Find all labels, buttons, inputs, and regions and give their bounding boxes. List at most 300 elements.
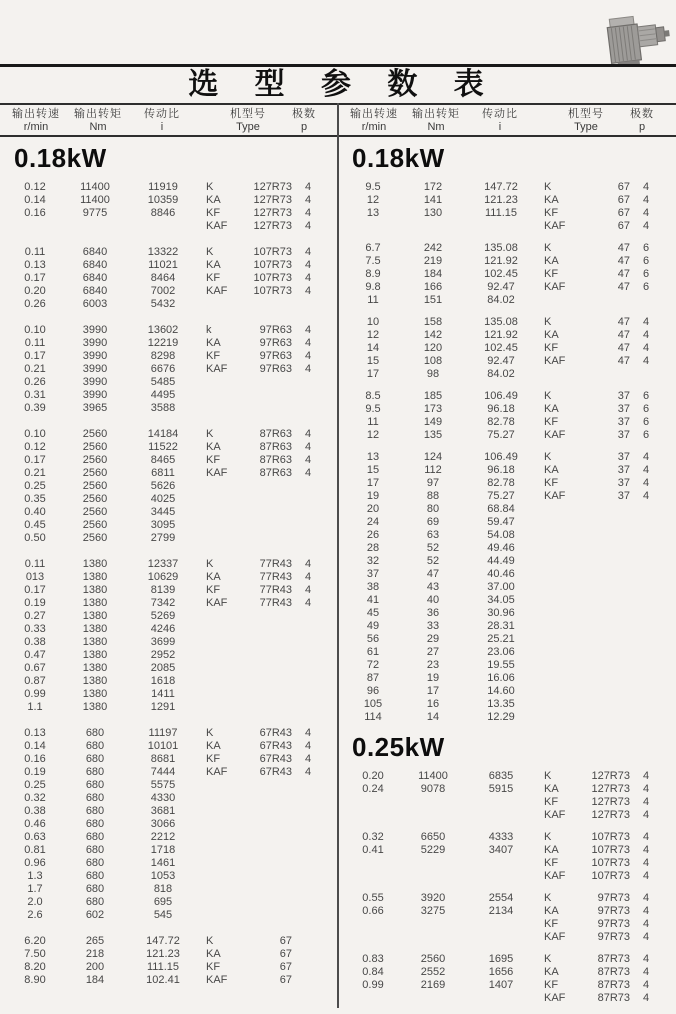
speed-value: 0.25 (24, 480, 46, 492)
torque-value: 680 (85, 779, 105, 791)
speed-value: 2.6 (27, 909, 43, 921)
speed-value: 0.96 (24, 857, 46, 869)
speed-value: 0.16 (24, 207, 46, 219)
ratio-value: 106.49 (484, 390, 518, 402)
table-row (0, 831, 338, 844)
pole-count: 4 (304, 558, 312, 570)
pole-count: 4 (642, 931, 650, 943)
type-model: 87R73 (597, 953, 630, 965)
ratio-value: 6811 (151, 467, 175, 479)
table-row (0, 532, 338, 545)
table-row (0, 506, 338, 519)
ratio-value: 8846 (150, 207, 176, 219)
torque-value: 2560 (82, 506, 108, 518)
torque-value: 16 (426, 698, 440, 710)
speed-value: 0.17 (24, 350, 46, 362)
type-model: 87R73 (597, 992, 630, 1004)
pole-count: 4 (642, 892, 650, 904)
ratio-value: 121.92 (484, 255, 518, 267)
speed-value: 7.5 (365, 255, 381, 267)
type-model: 67 (617, 220, 630, 232)
pole-count: 4 (304, 571, 312, 583)
pole-count: 4 (304, 467, 312, 479)
speed-value: 0.14 (24, 740, 46, 752)
pole-count: 6 (642, 429, 650, 441)
ratio-value: 121.23 (484, 194, 518, 206)
type-model: 37 (617, 451, 630, 463)
torque-value: 130 (423, 207, 443, 219)
table-header-right (338, 105, 676, 135)
type-model: 97R63 (259, 324, 292, 336)
header-zh: 传动比 (144, 108, 180, 120)
table-row (338, 831, 676, 844)
speed-value: 0.17 (24, 584, 46, 596)
table-row (0, 753, 338, 766)
header-col-2 (464, 107, 536, 134)
ratio-value: 147.72 (484, 181, 518, 193)
table-row (338, 529, 676, 542)
table-row (0, 623, 338, 636)
type-prefix: KF (544, 918, 559, 930)
speed-value: 0.20 (24, 285, 46, 297)
table-row (0, 350, 338, 363)
type-model: 47 (617, 268, 630, 280)
torque-value: 14 (426, 711, 440, 723)
header-en: i (160, 121, 164, 133)
table-row (338, 672, 676, 685)
torque-value: 172 (423, 181, 443, 193)
pole-count: 6 (642, 242, 650, 254)
header-en: p (638, 121, 646, 133)
type-model: 67 (279, 974, 292, 986)
table-row (338, 646, 676, 659)
torque-value: 1380 (82, 701, 108, 713)
torque-value: 5229 (420, 844, 446, 856)
type-model: 127R73 (591, 770, 630, 782)
ratio-value: 3699 (150, 636, 176, 648)
ratio-value: 44.49 (487, 555, 515, 567)
speed-value: 0.41 (362, 844, 384, 856)
torque-value: 2560 (82, 519, 108, 531)
torque-value: 63 (426, 529, 440, 541)
ratio-value: 12219 (147, 337, 179, 349)
ratio-value: 13.35 (487, 698, 515, 710)
speed-value: 0.24 (362, 783, 384, 795)
speed-value: 6.20 (24, 935, 46, 947)
pole-count: 4 (304, 597, 312, 609)
speed-value: 0.32 (24, 792, 46, 804)
type-model: 37 (617, 464, 630, 476)
speed-value: 24 (366, 516, 380, 528)
type-prefix: K (544, 316, 552, 328)
table-row (0, 883, 338, 896)
table-row (0, 571, 338, 584)
table-row (338, 281, 676, 294)
torque-value: 680 (85, 844, 105, 856)
table-row (338, 477, 676, 490)
ratio-value: 4333 (488, 831, 514, 843)
type-prefix: KAF (206, 363, 228, 375)
torque-value: 1380 (82, 597, 108, 609)
header-col-1 (62, 107, 134, 134)
ratio-value: 96.18 (487, 403, 515, 415)
torque-value: 6840 (82, 246, 108, 258)
type-prefix: KAF (544, 490, 566, 502)
table-row (0, 610, 338, 623)
ratio-value: 8464 (150, 272, 176, 284)
ratio-value: 545 (153, 909, 173, 921)
speed-value: 9.5 (365, 403, 381, 415)
pole-count: 4 (304, 428, 312, 440)
table-row (0, 259, 338, 272)
pole-count: 4 (642, 464, 650, 476)
table-row (0, 597, 338, 610)
torque-value: 52 (426, 555, 440, 567)
type-prefix: KF (206, 454, 221, 466)
table-row (0, 935, 338, 948)
pole-count: 4 (304, 246, 312, 258)
speed-value: 013 (25, 571, 45, 583)
speed-value: 12 (366, 429, 380, 441)
torque-value: 151 (423, 294, 443, 306)
ratio-value: 5269 (150, 610, 176, 622)
speed-value: 96 (366, 685, 380, 697)
type-model: 107R73 (591, 844, 630, 856)
torque-value: 680 (85, 766, 105, 778)
speed-value: 0.45 (24, 519, 46, 531)
pole-count: 4 (304, 350, 312, 362)
speed-value: 0.12 (24, 181, 46, 193)
type-model: 107R73 (591, 870, 630, 882)
table-row (0, 818, 338, 831)
table-row (0, 688, 338, 701)
table-row (0, 454, 338, 467)
torque-value: 184 (423, 268, 443, 280)
torque-value: 680 (85, 870, 105, 882)
table-row (338, 711, 676, 724)
pole-count: 4 (304, 753, 312, 765)
ratio-value: 695 (153, 896, 173, 908)
type-model: 47 (617, 281, 630, 293)
ratio-value: 106.49 (484, 451, 518, 463)
torque-value: 135 (423, 429, 443, 441)
data-block (338, 181, 676, 233)
torque-value: 3990 (82, 363, 108, 375)
speed-value: 0.11 (24, 246, 46, 258)
speed-value: 8.5 (365, 390, 381, 402)
type-model: 107R73 (591, 831, 630, 843)
torque-value: 185 (423, 390, 443, 402)
table-row (338, 542, 676, 555)
ratio-value: 84.02 (487, 368, 515, 380)
table-row (0, 376, 338, 389)
torque-value: 265 (85, 935, 105, 947)
header-zh: 输出转速 (12, 108, 60, 120)
type-model: 97R73 (597, 931, 630, 943)
speed-value: 0.81 (24, 844, 46, 856)
type-model: 47 (617, 242, 630, 254)
speed-value: 0.25 (24, 779, 46, 791)
table-row (0, 766, 338, 779)
ratio-value: 34.05 (487, 594, 515, 606)
ratio-value: 6835 (488, 770, 514, 782)
header-en: Type (236, 121, 260, 133)
speed-value: 8.9 (365, 268, 381, 280)
table-row (338, 685, 676, 698)
torque-value: 184 (85, 974, 105, 986)
ratio-value: 121.92 (484, 329, 518, 341)
header-en: i (498, 121, 502, 133)
type-model: 127R73 (253, 181, 292, 193)
ratio-value: 2554 (488, 892, 514, 904)
table-column-left (0, 137, 338, 1014)
table-row (338, 503, 676, 516)
table-row (338, 294, 676, 307)
header-col-4 (276, 107, 332, 134)
speed-value: 0.39 (24, 402, 46, 414)
pole-count: 4 (304, 454, 312, 466)
ratio-value: 11021 (148, 259, 178, 271)
speed-value: 0.17 (24, 454, 46, 466)
ratio-value: 5575 (150, 779, 176, 791)
table-row (0, 727, 338, 740)
pole-count: 4 (304, 441, 312, 453)
table-row (0, 519, 338, 532)
ratio-value: 4330 (150, 792, 176, 804)
gear-motor-photo (605, 10, 671, 66)
torque-value: 11400 (80, 194, 110, 206)
type-prefix: KF (206, 207, 221, 219)
torque-value: 680 (85, 805, 105, 817)
speed-value: 26 (366, 529, 380, 541)
torque-value: 2552 (420, 966, 446, 978)
type-model: 67R43 (259, 766, 292, 778)
pole-count: 4 (642, 342, 650, 354)
header-zh: 极数 (630, 108, 654, 120)
type-model: 47 (617, 316, 630, 328)
speed-value: 0.66 (362, 905, 384, 917)
torque-value: 11400 (418, 770, 448, 782)
header-en: r/min (361, 121, 387, 133)
speed-value: 45 (366, 607, 380, 619)
pole-count: 4 (642, 770, 650, 782)
torque-value: 23 (426, 659, 440, 671)
speed-value: 0.46 (24, 818, 46, 830)
ratio-value: 3445 (150, 506, 176, 518)
pole-count: 4 (642, 316, 650, 328)
ratio-value: 102.45 (484, 342, 518, 354)
table-row (338, 568, 676, 581)
type-prefix: KF (544, 342, 559, 354)
type-model: 127R73 (591, 796, 630, 808)
header-zh: 机型号 (230, 108, 266, 120)
ratio-value: 135.08 (484, 316, 518, 328)
ratio-value: 121.23 (146, 948, 180, 960)
speed-value: 0.13 (24, 259, 46, 271)
type-prefix: KAF (206, 285, 228, 297)
type-model: 37 (617, 429, 630, 441)
table-row (338, 931, 676, 944)
ratio-value: 14184 (147, 428, 179, 440)
torque-value: 88 (426, 490, 440, 502)
table-row (0, 207, 338, 220)
data-block (0, 181, 338, 233)
ratio-value: 111.15 (484, 207, 517, 219)
ratio-value: 92.47 (487, 281, 515, 293)
torque-value: 6840 (82, 259, 108, 271)
ratio-value: 1053 (150, 870, 176, 882)
ratio-value: 12.29 (487, 711, 515, 723)
torque-value: 200 (85, 961, 105, 973)
pole-count: 4 (304, 272, 312, 284)
ratio-value: 2085 (150, 662, 176, 674)
type-model: 87R73 (597, 966, 630, 978)
table-row (338, 620, 676, 633)
type-model: 97R73 (597, 918, 630, 930)
table-row (0, 181, 338, 194)
ratio-value: 1411 (151, 688, 175, 700)
table-row (0, 402, 338, 415)
ratio-value: 25.21 (487, 633, 515, 645)
ratio-value: 1718 (150, 844, 176, 856)
torque-value: 680 (85, 727, 105, 739)
speed-value: 0.27 (24, 610, 46, 622)
type-model: 127R73 (591, 783, 630, 795)
section-heading: 0.18kW (14, 143, 107, 173)
type-prefix: KF (544, 979, 559, 991)
type-model: 37 (617, 403, 630, 415)
ratio-value: 147.72 (146, 935, 180, 947)
speed-value: 0.67 (24, 662, 46, 674)
speed-value: 0.19 (24, 597, 46, 609)
torque-value: 33 (426, 620, 440, 632)
type-prefix: KA (206, 571, 221, 583)
type-prefix: KA (544, 255, 559, 267)
table-row (338, 966, 676, 979)
pole-count: 4 (304, 337, 312, 349)
torque-value: 3990 (82, 350, 108, 362)
type-model: 97R63 (259, 363, 292, 375)
header-en: r/min (23, 121, 49, 133)
torque-value: 9775 (82, 207, 108, 219)
table-row (338, 905, 676, 918)
torque-value: 43 (426, 581, 440, 593)
data-block (338, 892, 676, 944)
table-row (338, 268, 676, 281)
type-model: 127R73 (253, 207, 292, 219)
type-model: 37 (617, 477, 630, 489)
type-prefix: KA (544, 329, 559, 341)
type-model: 37 (617, 490, 630, 502)
table-row (338, 979, 676, 992)
pole-count: 4 (642, 490, 650, 502)
speed-value: 7.50 (24, 948, 46, 960)
speed-value: 0.16 (24, 753, 46, 765)
ratio-value: 2952 (150, 649, 176, 661)
speed-value: 9.8 (365, 281, 381, 293)
ratio-value: 4495 (150, 389, 176, 401)
torque-value: 120 (423, 342, 443, 354)
pole-count: 4 (304, 766, 312, 778)
ratio-value: 13322 (147, 246, 179, 258)
table-row (338, 953, 676, 966)
torque-value: 112 (424, 464, 442, 476)
type-prefix: KAF (206, 597, 228, 609)
type-model: 67 (617, 207, 630, 219)
table-row (338, 581, 676, 594)
type-model: 97R63 (259, 350, 292, 362)
speed-value: 2.0 (27, 896, 43, 908)
table-row (338, 892, 676, 905)
ratio-value: 19.55 (487, 659, 515, 671)
torque-value: 602 (85, 909, 105, 921)
ratio-value: 135.08 (484, 242, 518, 254)
torque-value: 98 (426, 368, 440, 380)
ratio-value: 28.31 (487, 620, 515, 632)
speed-value: 0.26 (24, 298, 46, 310)
table-row (0, 662, 338, 675)
speed-value: 19 (366, 490, 380, 502)
type-prefix: K (544, 390, 552, 402)
torque-value: 166 (423, 281, 443, 293)
pole-count: 4 (642, 905, 650, 917)
type-prefix: K (206, 181, 214, 193)
pole-count: 4 (642, 992, 650, 1004)
type-model: 67 (279, 935, 292, 947)
type-model: 47 (617, 355, 630, 367)
torque-value: 218 (85, 948, 105, 960)
ratio-value: 3066 (150, 818, 176, 830)
type-prefix: KA (206, 740, 221, 752)
type-model: 127R73 (253, 194, 292, 206)
torque-value: 680 (85, 740, 105, 752)
speed-value: 1.7 (27, 883, 43, 895)
pole-count: 4 (304, 727, 312, 739)
pole-count: 4 (642, 783, 650, 795)
data-block (0, 727, 338, 922)
torque-value: 173 (423, 403, 443, 415)
type-model: 67 (617, 181, 630, 193)
speed-value: 0.14 (24, 194, 46, 206)
ratio-value: 10629 (147, 571, 179, 583)
table-row (0, 675, 338, 688)
speed-value: 28 (366, 542, 380, 554)
table-row (338, 633, 676, 646)
type-model: 47 (617, 342, 630, 354)
speed-value: 0.12 (24, 441, 46, 453)
ratio-value: 111.15 (146, 961, 179, 973)
speed-value: 0.33 (24, 623, 46, 635)
pole-count: 4 (642, 979, 650, 991)
ratio-value: 5432 (150, 298, 176, 310)
speed-value: 0.32 (362, 831, 384, 843)
type-prefix: KA (544, 194, 559, 206)
type-model: 77R43 (259, 597, 292, 609)
table-row (338, 207, 676, 220)
type-prefix: K (544, 953, 552, 965)
ratio-value: 59.47 (487, 516, 515, 528)
type-prefix: KAF (206, 766, 228, 778)
data-block (338, 390, 676, 442)
table-row (338, 516, 676, 529)
torque-value: 17 (426, 685, 440, 697)
pole-count: 6 (642, 390, 650, 402)
type-prefix: K (544, 451, 552, 463)
type-model: 67 (617, 194, 630, 206)
type-model: 97R63 (259, 337, 292, 349)
speed-value: 32 (366, 555, 380, 567)
speed-value: 61 (366, 646, 380, 658)
